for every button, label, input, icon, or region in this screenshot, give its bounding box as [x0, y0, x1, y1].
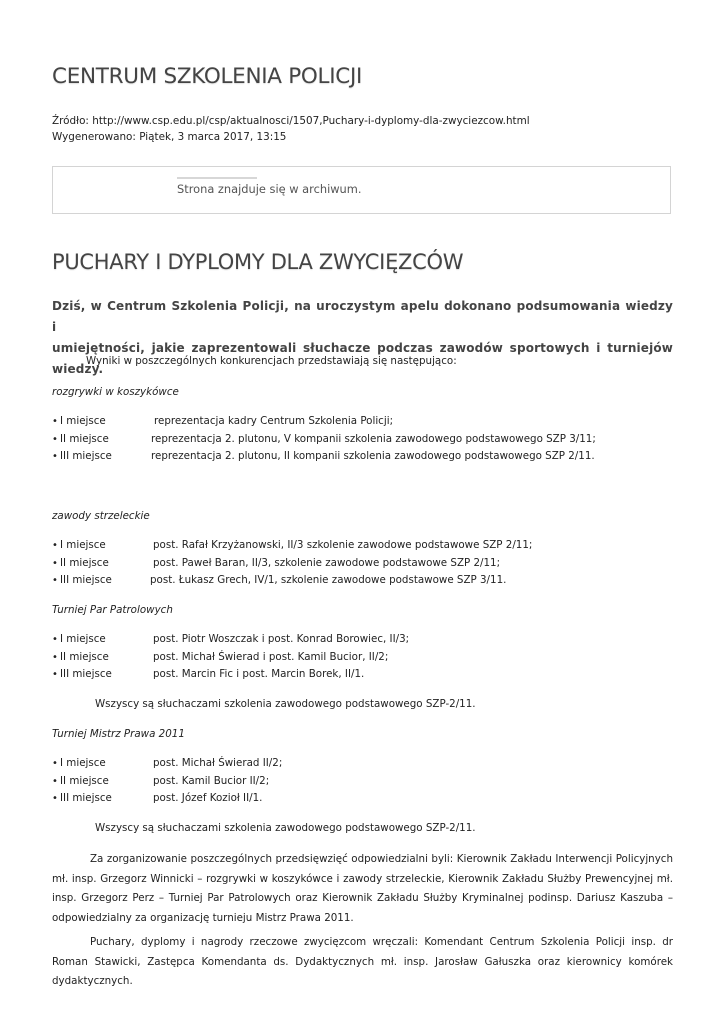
- article-title: PUCHARY I DYPLOMY DLA ZWYCIĘZCÓW: [52, 250, 464, 274]
- place-label: I miejsce: [60, 539, 106, 551]
- result-desc: post. Kamil Bucior II/2;: [153, 774, 270, 787]
- bullet-icon: •: [52, 775, 58, 787]
- organizers-paragraph: Za zorganizowanie poszczególnych przedsięwzięć odpowiedzialni byli: Kierownik Zakładu Interwencji Policyjnych mł. insp. Grzegorz Winnicki – rozgrywki w koszykówce i zawody strzeleckie, Kierownik Zakładu Służby Prewencyjnej mł. insp. Grzegorz Perz – Turniej Par Patrolowych oraz Kierownik Zakładu Służby Kryminalnej podinsp. Dariusz Kaszuba – odpowiedzialny za organizację turnieju Mistrz Prawa 2011.: [52, 853, 673, 924]
- basketball-results: [52, 413, 596, 466]
- archive-divider: [177, 177, 257, 179]
- archive-notice-box: [52, 166, 671, 214]
- result-desc: post. Piotr Woszczak i post. Konrad Borowiec, II/3;: [153, 633, 410, 645]
- bullet-icon: •: [52, 540, 58, 551]
- article-lead: [52, 296, 673, 380]
- result-desc: reprezentacja 2. plutonu, V kompanii szkolenia zawodowego podstawowego SZP 3/11;: [151, 432, 596, 445]
- patrol-results: [52, 631, 410, 684]
- result-item: [52, 555, 501, 573]
- result-desc: post. Michał Świerad i post. Kamil Bucior, II/2;: [153, 650, 389, 663]
- generated-date: Wygenerowano: Piątek, 3 marca 2017, 13:15: [52, 130, 287, 143]
- place-label: I miejsce: [60, 633, 106, 645]
- bullet-icon: •: [52, 557, 58, 569]
- result-item: [52, 790, 263, 808]
- shooting-results: [52, 537, 533, 590]
- results-intro: Wyniki w poszczególnych konkurencjach przedstawiają się następująco:: [86, 355, 457, 367]
- result-desc: post. Józef Kozioł II/1.: [153, 792, 263, 804]
- result-desc: post. Marcin Fic i post. Marcin Borek, II/1.: [153, 668, 365, 680]
- result-item: [52, 649, 389, 667]
- category-law: Turniej Mistrz Prawa 2011: [52, 728, 185, 740]
- result-desc: reprezentacja 2. plutonu, II kompanii szkolenia zawodowego podstawowego SZP 2/11.: [151, 450, 595, 462]
- place-label: III miejsce: [60, 450, 112, 462]
- bullet-icon: •: [52, 433, 58, 445]
- place-label: II miejsce: [60, 556, 109, 569]
- source-url: Źródło: http://www.csp.edu.pl/csp/aktualnosci/1507,Puchary-i-dyplomy-dla-zwyciezcow.html: [52, 115, 530, 127]
- bullet-icon: •: [52, 451, 58, 462]
- result-item: [52, 572, 507, 590]
- place-label: III miejsce: [60, 574, 112, 586]
- result-item: [52, 631, 410, 649]
- result-desc: post. Rafał Krzyżanowski, II/3 szkolenie zawodowe podstawowe SZP 2/11;: [153, 539, 533, 551]
- result-desc: post. Paweł Baran, II/3, szkolenie zawodowe podstawowe SZP 2/11;: [153, 556, 501, 569]
- bullet-icon: •: [52, 416, 58, 427]
- place-label: III miejsce: [60, 668, 112, 680]
- result-desc: post. Łukasz Grech, IV/1, szkolenie zawodowe podstawowe SZP 3/11.: [150, 574, 507, 586]
- patrol-note: Wszyscy są słuchaczami szkolenia zawodowego podstawowego SZP-2/11.: [95, 698, 476, 710]
- result-desc: post. Michał Świerad II/2;: [153, 757, 283, 769]
- result-item: [52, 755, 283, 773]
- archive-notice: Strona znajduje się w archiwum.: [177, 182, 362, 196]
- bullet-icon: •: [52, 758, 58, 769]
- lead-line-1: Dziś, w Centrum Szkolenia Policji, na uroczystym apelu dokonano podsumowania wiedzy i: [52, 299, 673, 334]
- law-note: Wszyscy są słuchaczami szkolenia zawodowego podstawowego SZP-2/11.: [95, 822, 476, 834]
- bullet-icon: •: [52, 575, 58, 586]
- result-item: [52, 413, 394, 431]
- result-desc: reprezentacja kadry Centrum Szkolenia Policji;: [154, 415, 394, 427]
- print-meta: [52, 114, 530, 145]
- bullet-icon: •: [52, 634, 58, 645]
- place-label: II miejsce: [60, 432, 109, 445]
- place-label: II miejsce: [60, 650, 109, 663]
- law-results: [52, 755, 283, 808]
- result-item: [52, 773, 270, 791]
- category-basketball: rozgrywki w koszykówce: [52, 386, 179, 398]
- result-item: [52, 448, 595, 466]
- place-label: II miejsce: [60, 774, 109, 787]
- bullet-icon: •: [52, 793, 58, 804]
- category-shooting: zawody strzeleckie: [52, 510, 150, 522]
- result-item: [52, 537, 533, 555]
- awards-paragraph: Puchary, dyplomy i nagrody rzeczowe zwycięzcom wręczali: Komendant Centrum Szkolenia Policji insp. dr Roman Stawicki, Zastępca Komendanta ds. Dydaktycznych mł. insp. Jarosław Gałuszka oraz kierownicy komórek dydaktycznych.: [52, 936, 673, 987]
- place-label: III miejsce: [60, 792, 112, 804]
- site-title: CENTRUM SZKOLENIA POLICJI: [52, 64, 363, 89]
- bullet-icon: •: [52, 651, 58, 663]
- result-item: [52, 431, 596, 449]
- bullet-icon: •: [52, 669, 58, 680]
- place-label: I miejsce: [60, 415, 106, 427]
- place-label: I miejsce: [60, 757, 106, 769]
- result-item: [52, 666, 365, 684]
- category-patrol: Turniej Par Patrolowych: [52, 604, 173, 616]
- lead-line-2: umiejętności, jakie zaprezentowali słuchacze podczas zawodów sportowych i turniejów wiedzy.: [52, 341, 673, 376]
